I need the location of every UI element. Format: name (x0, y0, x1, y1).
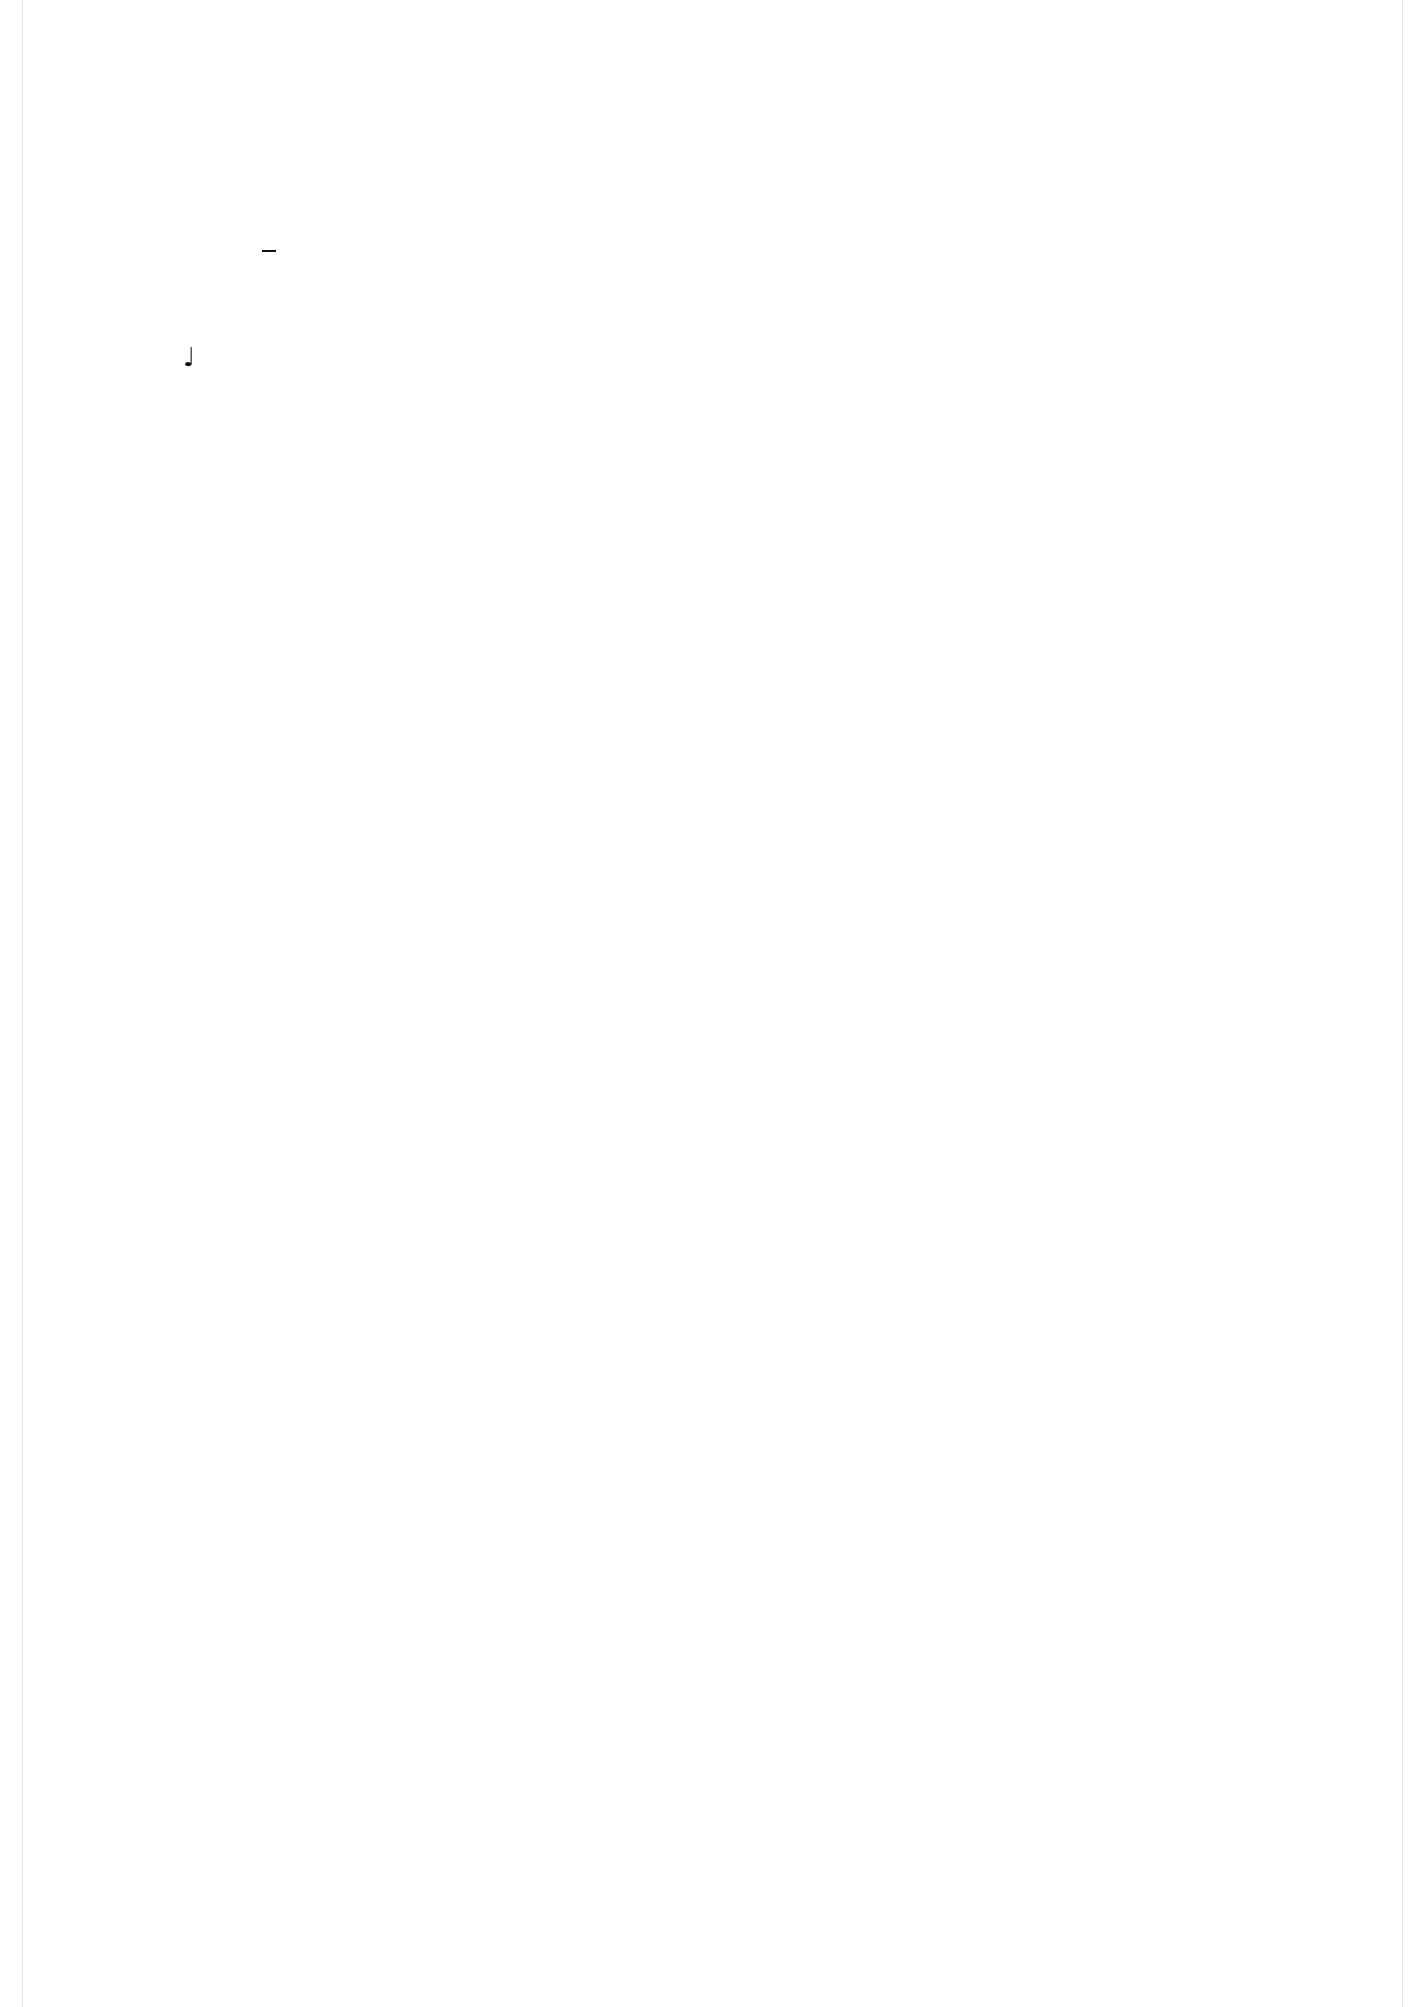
tempo-marking (183, 343, 195, 373)
quarter-note-icon: ♩ (183, 343, 196, 373)
watermark-column-right (1406, 0, 1424, 2007)
margin-line-left (22, 0, 23, 2007)
time-signature (262, 250, 276, 252)
watermark-column-left (2, 0, 20, 2007)
source-footer[interactable] (1158, 1944, 1176, 1969)
margin-line-right (1402, 0, 1403, 2007)
time-signature-line (262, 250, 276, 252)
